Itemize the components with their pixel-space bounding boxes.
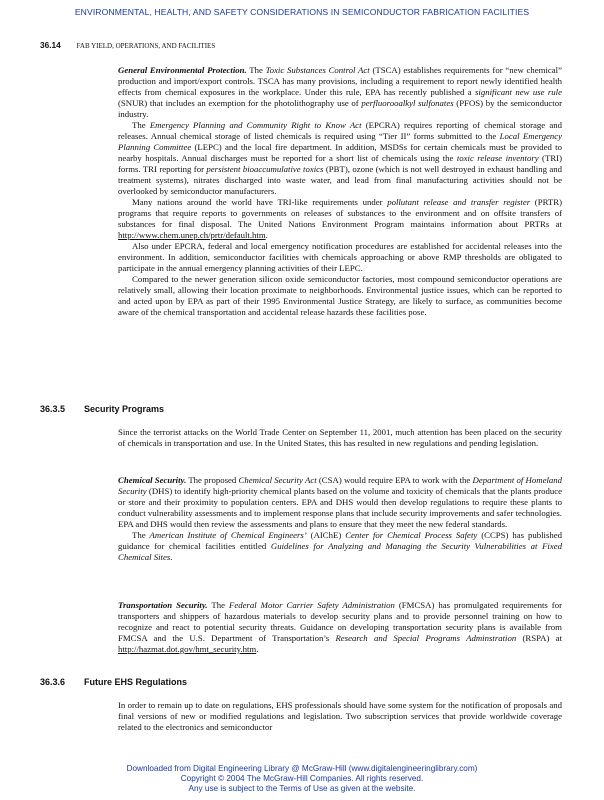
paragraph-text: (CSA) would require EPA to work with the (316, 475, 473, 485)
footer-copyright-line: Copyright © 2004 The McGraw-Hill Companies. All rights reserved. (180, 774, 424, 783)
paragraph-text: perfluorooalkyl sulfonates (361, 98, 454, 108)
section-title: Security Programs (84, 404, 165, 414)
text-block-general-environmental (118, 65, 562, 318)
url-text: http://hazmat.dot.gov/hmt_security.htm (118, 644, 257, 654)
footer-terms-line: Any use is subject to the Terms of Use as given at the website. (188, 784, 416, 793)
paragraph-text: The (207, 600, 230, 610)
paragraph-text: (FMCSA) has promulgated requirements for transporters and shippers of hazardous materials to develop security plans and to provide personnel training on how to recognize and react to potential security threats. Guidance on developing transportation security plans is available from FMCSA and the U.S. Department of Transportation’s (118, 600, 563, 643)
text-block-future-ehs (118, 700, 562, 733)
paragraph-text: Guidelines for Analyzing and Managing the Security Vulnerabilities at Fixed Chemical Sites (118, 541, 563, 562)
paragraph-text: (PRTR) programs that require reports to governments on releases of substances to the environment and on offsite transfers of substances for final disposal. The United Nations Environment Program maintains information about PRTRs at (118, 197, 562, 229)
paragraph-text: (EPCRA) requires reporting of chemical storage and releases. Annual chemical storage of listed chemicals is required using “Tier II” forms submitted to the (118, 120, 562, 141)
running-header-title: FAB YIELD, OPERATIONS, AND FACILITIES (76, 42, 216, 50)
running-header (40, 40, 564, 52)
run-in-heading: General Environmental Protection. (118, 65, 247, 75)
paragraph-text: Toxic Substances Control Act (265, 65, 370, 75)
paragraph-text: Chemical Security Act (238, 475, 317, 485)
section-heading-future-ehs (40, 677, 560, 687)
paragraph (118, 700, 562, 733)
url-text: http://www.chem.unep.ch/prtr/default.htm (118, 230, 266, 240)
text-block-transportation-security (118, 600, 562, 655)
paragraph-text: . (265, 230, 268, 240)
text-block-chemical-security (118, 475, 562, 563)
paragraph-text: Since the terrorist attacks on the World Trade Center on September 11, 2001, much attention has been placed on the security of chemicals in transportation and use. In the United States, this has resulted in new regulations and pending legislation. (118, 427, 562, 448)
paragraph-text: Emergency Planning and Community Right to Know Act (149, 120, 362, 130)
paragraph-text: Research and Special Programs Adminstration (335, 633, 517, 643)
paragraph (118, 65, 562, 120)
paragraph-text: Local Emergency Planning Committee (118, 131, 562, 152)
paragraph-text: The proposed (186, 475, 239, 485)
paragraph (118, 274, 562, 318)
section-number: 36.3.5 (40, 404, 66, 414)
paragraph (118, 120, 562, 197)
paragraph-text: significant new use rule (475, 87, 562, 97)
paragraph-text: (TSCA) establishes requirements for “new chemical” production and import/export controls. TSCA has many provisions, including a requirement to report newly identified health effects from chemical exposures in the workplace. Under this rule, EPA has recently published a (118, 65, 562, 97)
run-in-heading: Chemical Security. (118, 475, 187, 485)
paragraph-text: Center for Chemical Process Safety (345, 530, 478, 540)
paragraph (118, 530, 562, 563)
paragraph-text: (RSPA) at (516, 633, 562, 643)
page-banner: ENVIRONMENTAL, HEALTH, AND SAFETY CONSIDERATIONS IN SEMICONDUCTOR FABRICATION FACILITIES (74, 7, 530, 17)
paragraph-text: persistent bioaccumulative toxics (206, 164, 324, 174)
paragraph-text: . (256, 644, 259, 654)
paragraph-text: . (170, 552, 173, 562)
paragraph-text: The (132, 120, 150, 130)
paragraph-text: The (246, 65, 266, 75)
paragraph-text: (PFOS) by the semiconductor industry. (118, 98, 562, 119)
page-footer (0, 764, 604, 794)
paragraph-text: In order to remain up to date on regulations, EHS professionals should have some system for the notification of proposals and final versions of new or modified regulations and legislation. Two subscription services that provide worldwide coverage related to the electronics and semiconductor (118, 700, 562, 732)
paragraph-text: (LEPC) and the local fire department. In addition, MSDSs for certain chemicals must be provided to nearby hospitals. Annual discharges must be reported for a short list of chemicals using the (118, 142, 562, 163)
paragraph-text: (AIChE) (306, 530, 346, 540)
paragraph-text: (CCPS) has published guidance for chemical facilities entitled (118, 530, 562, 551)
paragraph (118, 427, 562, 449)
section-number: 36.3.6 (40, 677, 66, 687)
paragraph-text: toxic release inventory (456, 153, 539, 163)
paragraph (118, 600, 562, 655)
footer-download-line: Downloaded from Digital Engineering Library @ McGraw-Hill (www.digitalengineeringlibrary.com) (126, 764, 478, 773)
section-title: Future EHS Regulations (84, 677, 188, 687)
text-block-security-intro (118, 427, 562, 449)
paragraph-text: (DHS) to identify high-priority chemical plants based on the volume and toxicity of chemicals that the plants produce or store and their proximity to population centers. EPA and DHS would then develop regulations to require these plants to conduct vulnerability assessments and to implement response plans that include security improvements and safer technologies. EPA and DHS would then review the assessments and plans to ensure that they meet the new federal standards. (118, 486, 562, 529)
paragraph-text: Compared to the newer generation silicon oxide semiconductor factories, most compound semiconductor operations are relatively small, allowing their location proximate to neighborhoods. Environmental justice issues, which can be reported to and acted upon by EPA as part of their 1995 Environmental Justice Strategy, are likely to surface, as communities become aware of the chemical transportation and accidental release hazards these facilities pose. (118, 274, 562, 317)
paragraph-text: Department of Homeland Security (118, 475, 563, 496)
paragraph-text: American Institute of Chemical Engineers’ (149, 530, 307, 540)
run-in-heading: Transportation Security. (118, 600, 208, 610)
section-heading-security-programs (40, 404, 560, 414)
page-number: 36.14 (40, 40, 61, 50)
paragraph-text: (SNUR) that includes an exemption for the photolithography use of (118, 98, 362, 108)
paragraph (118, 475, 562, 530)
paragraph-text: Also under EPCRA, federal and local emergency notification procedures are established for accidental releases into the environment. In addition, semiconductor facilities with chemicals approaching or above RMP thresholds are obligated to participate in the annual emergency planning activities of their LEPC. (118, 241, 562, 273)
paragraph-text: The (132, 530, 150, 540)
paragraph-text: pollutant release and transfer register (387, 197, 531, 207)
paragraph (118, 241, 562, 274)
paragraph-text: Federal Motor Carrier Safety Administration (229, 600, 395, 610)
paragraph-text: Many nations around the world have TRI-like requirements under (132, 197, 388, 207)
paragraph-text: (PBT), ozone (which is not well destroyed in exhaust handling and treatment systems), nitrates discharged into waste water, and lead from final manufacturing activities should not be overlooked by semiconductor manufacturers. (118, 164, 562, 196)
paragraph (118, 197, 562, 241)
paragraph-text: (TRI) forms. TRI reporting for (118, 153, 562, 174)
